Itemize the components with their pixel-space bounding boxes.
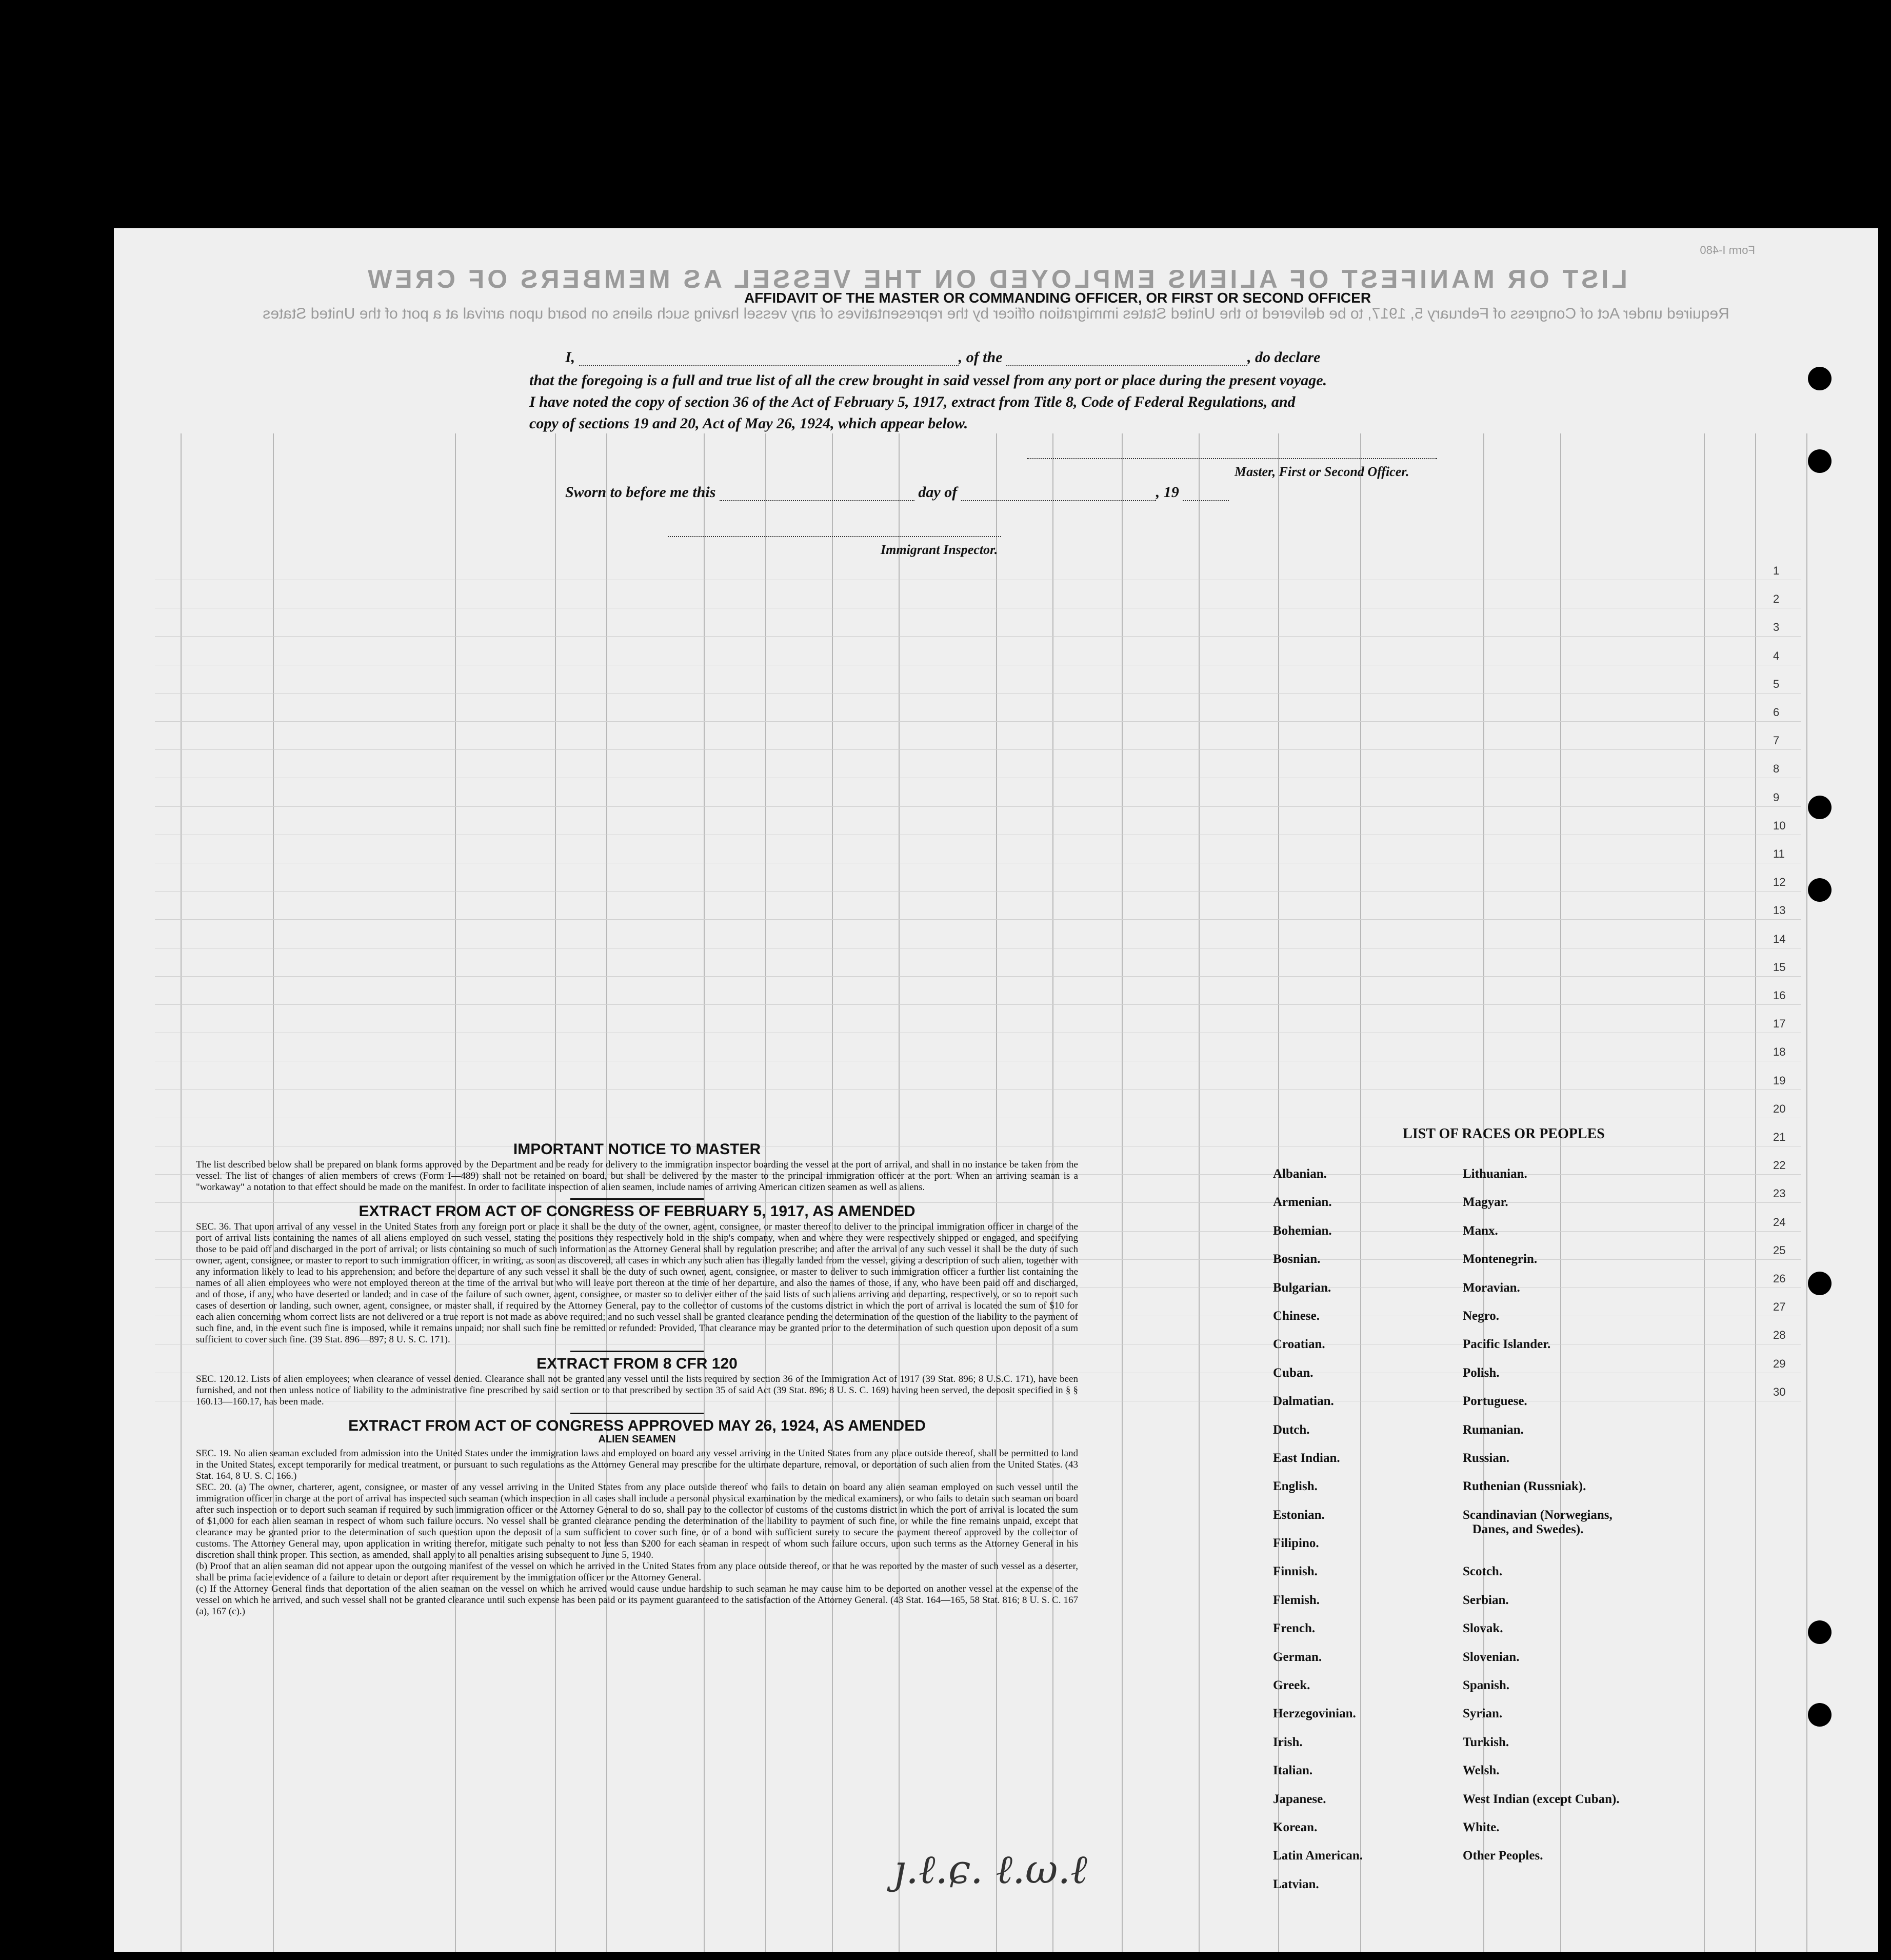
row-number: 6 xyxy=(1773,706,1780,719)
row-number: 8 xyxy=(1773,762,1780,776)
row-number: 3 xyxy=(1773,621,1780,634)
row-number: 18 xyxy=(1773,1045,1786,1059)
row-number: 12 xyxy=(1773,876,1786,889)
extract-1917-heading: EXTRACT FROM ACT OF CONGRESS OF FEBRUARY 5, 1917, AS AMENDED xyxy=(359,1203,915,1220)
affidavit-line-1: that the foregoing is a full and true list of all the crew brought in said vessel from any port or place during the present voyage. xyxy=(529,372,1327,389)
alien-seamen-subheading: ALIEN SEAMEN xyxy=(598,1434,676,1445)
manifest-sheet xyxy=(114,228,1878,1952)
row-number: 22 xyxy=(1773,1159,1786,1172)
punch-hole xyxy=(1808,367,1832,390)
row-number: 13 xyxy=(1773,904,1786,917)
race-item: Manx. xyxy=(1463,1223,1498,1238)
row-number: 19 xyxy=(1773,1074,1786,1087)
race-item: Polish. xyxy=(1463,1365,1500,1380)
race-item: Flemish. xyxy=(1273,1593,1320,1607)
sec-20c-body: (c) If the Attorney General finds that deportation of the alien seaman on the vessel on which he arrived would cause undue hardship to such seaman he may cause him to be deported on another vessel at the expense of the vessel on which he arrived, and such vessel shall not be granted clearance until such expense has been paid or its payment guaranteed to the satisfaction of the Attorney General. (43 Stat. 164—165, 58 Stat. 816; 8 U. S. C. 167 (a), 167 (c).) xyxy=(196,1583,1078,1617)
race-item: Cuban. xyxy=(1273,1365,1313,1380)
race-item: Italian. xyxy=(1273,1764,1313,1778)
row-number: 25 xyxy=(1773,1243,1786,1257)
race-item: Magyar. xyxy=(1463,1195,1508,1210)
row-number: 26 xyxy=(1773,1272,1786,1285)
race-item: Estonian. xyxy=(1273,1508,1325,1522)
sworn-day-field[interactable] xyxy=(720,500,914,501)
race-item: Bohemian. xyxy=(1273,1223,1332,1238)
race-item xyxy=(1463,1536,1620,1565)
row-number: 4 xyxy=(1773,649,1780,662)
race-item: Montenegrin. xyxy=(1463,1252,1538,1266)
row-rule xyxy=(155,919,1801,920)
inspector-label: Immigrant Inspector. xyxy=(881,542,998,557)
affidavit-i-label: I, xyxy=(565,349,575,366)
row-number: 14 xyxy=(1773,932,1786,945)
row-rule xyxy=(155,976,1801,977)
race-item: English. xyxy=(1273,1479,1318,1494)
row-number: 30 xyxy=(1773,1385,1786,1398)
sworn-year-field[interactable] xyxy=(1183,500,1229,501)
row-number: 29 xyxy=(1773,1357,1786,1370)
race-item: Negro. xyxy=(1463,1309,1500,1323)
master-signature-label: Master, First or Second Officer. xyxy=(1235,464,1409,479)
column-rule xyxy=(1704,433,1705,1952)
row-number: 1 xyxy=(1773,564,1780,577)
race-item: Turkish. xyxy=(1463,1735,1509,1749)
row-rule xyxy=(155,721,1801,722)
race-item: Bulgarian. xyxy=(1273,1280,1331,1295)
row-number: 11 xyxy=(1773,847,1785,860)
row-number: 5 xyxy=(1773,677,1780,690)
row-number: 21 xyxy=(1773,1131,1786,1143)
race-item: West Indian (except Cuban). xyxy=(1463,1792,1620,1806)
race-item: Spanish. xyxy=(1463,1678,1510,1693)
race-item: Pacific Islander. xyxy=(1463,1337,1551,1352)
punch-hole xyxy=(1808,878,1832,902)
affidavit-title: AFFIDAVIT OF THE MASTER OR COMMANDING OFFICER, OR FIRST OR SECOND OFFICER xyxy=(744,290,1371,306)
race-item: Armenian. xyxy=(1273,1195,1332,1210)
race-item: Irish. xyxy=(1273,1735,1303,1749)
affidavit-of-the-label: , of the xyxy=(958,349,1003,366)
race-item: Dalmatian. xyxy=(1273,1394,1334,1409)
divider xyxy=(570,1198,704,1200)
race-item: Greek. xyxy=(1273,1678,1310,1693)
race-item: Albanian. xyxy=(1273,1167,1327,1181)
race-item: Filipino. xyxy=(1273,1536,1319,1551)
race-item: Syrian. xyxy=(1463,1707,1503,1721)
race-item: Russian. xyxy=(1463,1451,1510,1465)
row-rule xyxy=(155,693,1801,694)
race-item: East Indian. xyxy=(1273,1451,1340,1465)
race-item: Scotch. xyxy=(1463,1565,1503,1579)
affidavit-vessel-field[interactable] xyxy=(1006,365,1247,366)
row-number: 27 xyxy=(1773,1300,1786,1314)
row-number: 2 xyxy=(1773,592,1780,606)
punch-hole xyxy=(1808,796,1832,819)
sworn-month-field[interactable] xyxy=(961,500,1156,501)
column-rule xyxy=(1122,433,1123,1952)
race-item: Bosnian. xyxy=(1273,1252,1321,1266)
punch-hole xyxy=(1808,1272,1832,1295)
row-number: 28 xyxy=(1773,1329,1786,1342)
bleed-requirement: Required under Act of Congress of February 5, 1917, to be delivered to the United States immigration officer by the representatives of any vessel having such aliens on board upon arrival at a port of the United States xyxy=(263,305,1729,322)
handwritten-signature: ȷ.ℓ.ɕ. ℓ.ω.ℓ xyxy=(893,1847,1087,1893)
bleed-title: LIST OR MANIFEST OF ALIENS EMPLOYED ON THE VESSEL AS MEMBERS OF CREW xyxy=(365,265,1627,293)
row-rule xyxy=(155,806,1801,807)
sworn-line xyxy=(565,484,1386,501)
inspector-signature-line[interactable] xyxy=(668,536,1001,537)
affidavit-line-3: copy of sections 19 and 20, Act of May 26, 1924, which appear below. xyxy=(529,415,968,432)
races-left-column xyxy=(1273,1167,1363,1906)
row-number: 17 xyxy=(1773,1017,1786,1031)
notice-heading: IMPORTANT NOTICE TO MASTER xyxy=(513,1141,761,1158)
row-number: 20 xyxy=(1773,1102,1786,1115)
affidavit-declaration-line xyxy=(565,349,1565,366)
race-item: Dutch. xyxy=(1273,1422,1310,1437)
race-item: Korean. xyxy=(1273,1820,1318,1834)
row-number: 9 xyxy=(1773,790,1780,804)
races-title: LIST OF RACES OR PEOPLES xyxy=(1403,1126,1605,1142)
row-number: 16 xyxy=(1773,989,1786,1002)
affidavit-line-2: I have noted the copy of section 36 of the Act of February 5, 1917, extract from Title 8, Code of Federal Regulations, and xyxy=(529,393,1296,410)
row-rule xyxy=(155,1004,1801,1005)
race-item: Latin American. xyxy=(1273,1849,1363,1863)
race-item: Serbian. xyxy=(1463,1593,1509,1607)
sec-19-body: SEC. 19. No alien seaman excluded from admission into the United States under the immigration laws and employed on board any vessel arriving in the United States from any place outside thereof, shall be permitted to land in the United States, except temporarily for medical treatment, or pursuant to such regulations as the Attorney General may prescribe for the ultimate departure, removal, or deportation of such alien from the United States. (43 Stat. 164, 8 U. S. C. 166.) xyxy=(196,1448,1078,1481)
year-label: , 19 xyxy=(1156,484,1179,501)
race-item: Japanese. xyxy=(1273,1792,1326,1806)
important-notice xyxy=(196,1141,1078,1617)
divider xyxy=(570,1413,704,1414)
column-rule xyxy=(1199,433,1200,1952)
race-item: Slovenian. xyxy=(1463,1650,1520,1664)
race-item: Latvian. xyxy=(1273,1877,1319,1891)
cfr-heading: EXTRACT FROM 8 CFR 120 xyxy=(536,1355,738,1372)
race-item: Scandinavian (Norwegians, Danes, and Swedes). xyxy=(1463,1508,1613,1536)
race-item: Welsh. xyxy=(1463,1764,1500,1778)
race-item: French. xyxy=(1273,1621,1316,1636)
row-number: 24 xyxy=(1773,1215,1786,1229)
sec-20a-body: SEC. 20. (a) The owner, charterer, agent, consignee, or master of any vessel arriving in the United States from any place outside thereof who fails to detain on board any alien seaman employed on such vessel until the immigration officer in charge at the port of arrival has inspected such seaman (which inspection in all cases shall include a personal physical examination by the medical examiners), or who fails to detain such seaman on board after such inspection or to deport such seaman if required by such immigration officer or the Attorney General to do so, shall pay to the collector of customs of the customs district in which the port of arrival is located the sum of $1,000 for each alien seaman in respect of whom such failure occurs. No vessel shall be granted clearance pending the determination of the liability to payment of such fine, or while the fine remains unpaid, except that clearance may be granted prior to the determination of such question upon the deposit of a sum sufficient to cover such fine, or of a bond with sufficient surety to secure the payment thereof approved by the collector of customs. The Attorney General may, upon application in writing therefor, mitigate such penalty to not less than $200 for each seaman in respect of whom such failure occurs, upon such terms as the Attorney General in his discretion shall think proper. This section, as amended, shall apply to all penalties arising subsequent to June 5, 1940. xyxy=(196,1482,1078,1560)
race-item xyxy=(1463,1877,1620,1906)
race-item: Ruthenian (Russniak). xyxy=(1463,1479,1586,1494)
race-item: White. xyxy=(1463,1820,1500,1834)
affidavit-declare-label: , do declare xyxy=(1247,349,1321,366)
extract-1917-body: SEC. 36. That upon arrival of any vessel in the United States from any foreign port or place it shall be the duty of the owner, agent, consignee, or master thereof to deliver to the principal immigration officer in charge of the port of arrival lists containing the names of all aliens employed on such vessel, stating the positions they respectively hold in the ship's company, when and where they were respectively shipped or engaged, and specifying those to be paid off and discharged in the port of arrival; or lists containing so much of such information as the Attorney General shall by regulation prescribe; and after the arrival of any such vessel it shall be the duty of such owner, agent, consignee, or master to report to such immigration officer, in writing, as soon as discovered, all cases in which any such alien has illegally landed from the vessel, giving a description of such alien, together with any information likely to lead to his apprehension; and before the departure of any such vessel it shall be the duty of such owner, agent, consignee, or master to deliver to such immigration officer a further list containing the names of all alien employees who were not employed thereon at the time of the arrival but who will leave port thereon at the time of her departure, and also the names of those, if any, who have been paid off and discharged, and of those, if any, who have deserted or landed; and in case of the failure of such owner, agent, consignee, or master so to deliver either of the said lists of such aliens arriving and departing, respectively, or so to report such cases of desertion or landing, such owner, agent, consignee, or master shall, if required by the Attorney General, pay to the collector of customs of the customs district in which the port of arrival is located the sum of $10 for each alien concerning whom correct lists are not delivered or a true report is not made as above required; and no such vessel shall be granted clearance pending the determination of the question of the liability to the payment of such fine, and, in the event such fine is imposed, while it remains unpaid; nor shall such fine be remitted or refunded: Provided, That clearance may be granted prior to the determination of such question upon deposit of a sum sufficient to cover such fine. (39 Stat. 896—897; 8 U. S. C. 171). xyxy=(196,1221,1078,1345)
race-item: Croatian. xyxy=(1273,1337,1325,1352)
divider xyxy=(570,1351,704,1352)
race-item: Chinese. xyxy=(1273,1309,1320,1323)
race-item: Slovak. xyxy=(1463,1621,1503,1636)
sworn-label: Sworn to before me this xyxy=(565,484,716,501)
bleed-form-number: Form I-480 xyxy=(1700,244,1755,256)
race-item: Rumanian. xyxy=(1463,1422,1524,1437)
punch-hole xyxy=(1808,1620,1832,1644)
race-item: German. xyxy=(1273,1650,1322,1664)
row-number: 15 xyxy=(1773,960,1786,974)
extract-1924-heading: EXTRACT FROM ACT OF CONGRESS APPROVED MAY 26, 1924, AS AMENDED xyxy=(348,1417,926,1434)
races-right-column xyxy=(1463,1167,1620,1906)
race-item: Portuguese. xyxy=(1463,1394,1527,1409)
master-signature-line[interactable] xyxy=(1027,458,1437,459)
column-rule xyxy=(1755,433,1756,1952)
day-of-label: day of xyxy=(918,484,958,501)
cfr-body: SEC. 120.12. Lists of alien employees; when clearance of vessel denied. Clearance shall not be granted any vessel until the lists required by section 36 of the Immigration Act of 1917 (39 Stat. 896; 8 U.S.C. 171), have been furnished, and not then unless notice of liability to the administrative fine prescribed by said section or to that prescribed by section 35 of said Act (39 Stat. 896; 8 U. S. C. 169) having been served, the deposit specified in § § 160.13—160.17, has been made. xyxy=(196,1374,1078,1407)
race-item: Moravian. xyxy=(1463,1280,1520,1295)
race-item: Finnish. xyxy=(1273,1565,1318,1579)
row-rule xyxy=(155,636,1801,637)
notice-body: The list described below shall be prepared on blank forms approved by the Department and be ready for delivery to the immigration inspector boarding the vessel at the port of arrival, and shall in no instance be taken from the vessel. The list of changes of alien members of crews (Form I—489) shall not be retained on board, but shall be delivered by the master to the principal immigration officer at the port. When an arriving seaman is a "workaway" a notation to that effect should be made on the manifest. In order to facilitate inspection of alien seamen, include names of arriving American citizen seamen as well as aliens. xyxy=(196,1159,1078,1193)
row-rule xyxy=(155,749,1801,750)
race-item: Herzegovinian. xyxy=(1273,1707,1356,1721)
column-rule xyxy=(181,433,182,1952)
affidavit-name-field[interactable] xyxy=(579,365,959,366)
row-number: 7 xyxy=(1773,734,1780,747)
sec-20b-body: (b) Proof that an alien seaman did not appear upon the outgoing manifest of the vessel on which he arrived in the United States from any place outside thereof, or that he was reported by the master of such vessel as a deserter, shall be prima facie evidence of a failure to detain or deport after requirement by the immigration officer or the Attorney General. xyxy=(196,1561,1078,1583)
punch-hole xyxy=(1808,1703,1832,1727)
row-rule xyxy=(155,891,1801,892)
race-item: Other Peoples. xyxy=(1463,1849,1543,1863)
row-number: 23 xyxy=(1773,1187,1786,1200)
race-item: Lithuanian. xyxy=(1463,1167,1527,1181)
punch-hole xyxy=(1808,449,1832,473)
column-rule xyxy=(1806,433,1807,1952)
row-number: 10 xyxy=(1773,819,1786,832)
